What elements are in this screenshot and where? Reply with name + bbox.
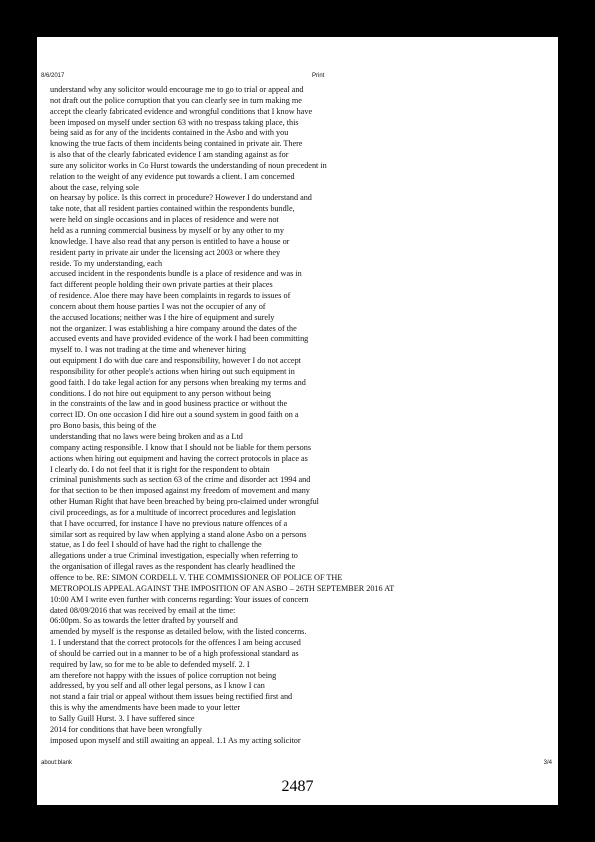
text-line: of residence. Aloe there may have been complaints in regards to issues of (50, 291, 291, 301)
text-line: not draft out the police corruption that you can clearly see in turn making me (50, 95, 302, 105)
text-line: criminal punishments such as section 63 of the crime and disorder act 1994 and (50, 475, 311, 485)
text-line: not the organizer. I was establishing a hire company around the dates of the (50, 323, 297, 333)
text-line: dated 08/09/2016 that was received by email at the time: (50, 605, 236, 615)
text-line: knowledge. I have also read that any person is entitled to have a house or (50, 236, 290, 246)
text-line: METROPOLIS APPEAL AGAINST THE IMPOSITION OF AN ASBO – 26TH SEPTEMBER 2016 AT (50, 583, 395, 593)
text-line: required by law, so for me to be able to defended myself. 2. I (50, 659, 250, 669)
text-line: fact different people holding their own private parties at their places (50, 280, 273, 290)
text-line: similar sort as required by law when applying a stand alone Asbo on a persons (50, 529, 307, 539)
footer-url: about:blank (41, 760, 73, 766)
text-line: the organisation of illegal raves as the respondent has clearly headlined the (50, 562, 296, 572)
text-line: allegations under a true Criminal investigation, especially when referring to (50, 551, 298, 561)
page-footer (41, 760, 552, 770)
text-line: is also that of the clearly fabricated evidence I am standing against as for (50, 150, 289, 160)
text-line: responsibility for other people's actions when hiring out such equipment in (50, 366, 295, 376)
footer-page-number: 3/4 (543, 760, 552, 766)
text-line: of should be carried out in a manner to be of a high professional standard as (50, 648, 299, 658)
text-line: been imposed on myself under section 63 with no trespass taking place, this (50, 117, 299, 127)
text-line: resident party in private air under the licensing act 2003 or where they (50, 247, 281, 257)
text-line: 06:00pm. So as towards the letter drafted by yourself and (50, 616, 238, 626)
header-title: Print (312, 73, 325, 79)
text-line: to Sally Guill Hurst. 3. I have suffered since (50, 713, 195, 723)
text-line: held as a running commercial business by myself or by any other to my (50, 225, 284, 235)
text-line: that I have occurred, for instance I have no previous nature offences of a (50, 518, 288, 528)
text-line: relation to the weight of any evidence put towards a client. I am concerned (50, 171, 295, 181)
text-line: 1. I understand that the correct protocols for the offences I am being accused (50, 638, 301, 648)
text-line: myself to. I was not trading at the time and whenever hiring (50, 345, 246, 355)
letter-body (50, 85, 555, 746)
text-line: in the constraints of the law and in good business practice or without the (50, 399, 288, 409)
text-line: sure any solicitor works in Co Hurst towards the understanding of noun precedent in (50, 160, 327, 170)
text-line: not stand a fair trial or appeal without them issues being rectified first and (50, 692, 293, 702)
text-line: on hearsay by police. Is this correct in procedure? However I do understand and (50, 193, 312, 203)
text-line: statue, as I do feel I should of have had the right to challenge the (50, 540, 262, 550)
text-line: other Human Right that have been breached by being pro-claimed under wrongful (50, 497, 319, 507)
text-line: imposed upon myself and still awaiting an appeal. 1.1 As my acting solicitor (50, 735, 301, 745)
text-line: accept the clearly fabricated evidence and wrongful conditions that I know have (50, 106, 313, 116)
text-line: 2014 for conditions that have been wrongfully (50, 724, 202, 734)
text-line: about the case, relying sole (50, 182, 139, 192)
text-line: knowing the true facts of them incidents being contained in private air. There (50, 139, 303, 149)
text-line: were held on single occasions and in places of residence and were not (50, 215, 279, 225)
text-line: being said as for any of the incidents contained in the Asbo and with you (50, 128, 289, 138)
text-line: the accused locations; neither was I the hire of equipment and surely (50, 312, 275, 322)
text-line: this is why the amendments have been made to your letter (50, 703, 241, 713)
text-line: out equipment I do with due care and responsibility, however I do not accept (50, 356, 301, 366)
header-date: 8/6/2017 (41, 73, 65, 79)
text-line: good faith. I do take legal action for any persons when breaking my terms and (50, 377, 306, 387)
text-line: amended by myself is the response as detailed below, with the listed concerns. (50, 627, 307, 637)
text-line: correct ID. On one occasion I did hire out a sound system in good faith on a (50, 410, 299, 420)
text-line: accused events and have provided evidence of the work I had been committing (50, 334, 309, 344)
text-line: civil proceedings, as for a multitude of incorrect procedures and legislation (50, 507, 296, 517)
text-line: company acting responsible. I know that I should not be liable for them persons (50, 442, 312, 452)
text-line: addressed, by you self and all other legal persons, as I know I can (50, 681, 265, 691)
text-line: I clearly do. I do not feel that it is right for the respondent to obtain (50, 464, 270, 474)
text-line: conditions. I do not hire out equipment to any person without being (50, 388, 272, 398)
document-page (37, 37, 558, 805)
text-line: for that section to be then imposed against my freedom of movement and many (50, 486, 310, 496)
text-line: offence to be. RE: SIMON CORDELL V. THE COMMISSIONER OF POLICE OF THE (50, 572, 343, 582)
text-line: concern about them house parties I was not the occupier of any of (50, 301, 266, 311)
text-line: 10:00 AM I write even further with concerns regarding: Your issues of concern (50, 594, 309, 604)
text-line: pro Bono basis, this being of the (50, 421, 157, 431)
bates-stamp-number: 2487 (281, 778, 314, 795)
text-line: accused incident in the respondents bundle is a place of residence and was in (50, 269, 302, 279)
text-line: take note, that all resident parties contained within the respondents bundle, (50, 204, 295, 214)
text-line: actions when hiring out equipment and having the correct protocols in place as (50, 453, 308, 463)
text-line: reside. To my understanding, each (50, 258, 163, 268)
page-header (41, 73, 554, 83)
text-line: understand why any solicitor would encourage me to go to trial or appeal and (50, 85, 304, 94)
text-line: understanding that no laws were being broken and as a Ltd (50, 432, 243, 441)
text-line: am therefore not happy with the issues of police corruption not being (50, 670, 277, 680)
